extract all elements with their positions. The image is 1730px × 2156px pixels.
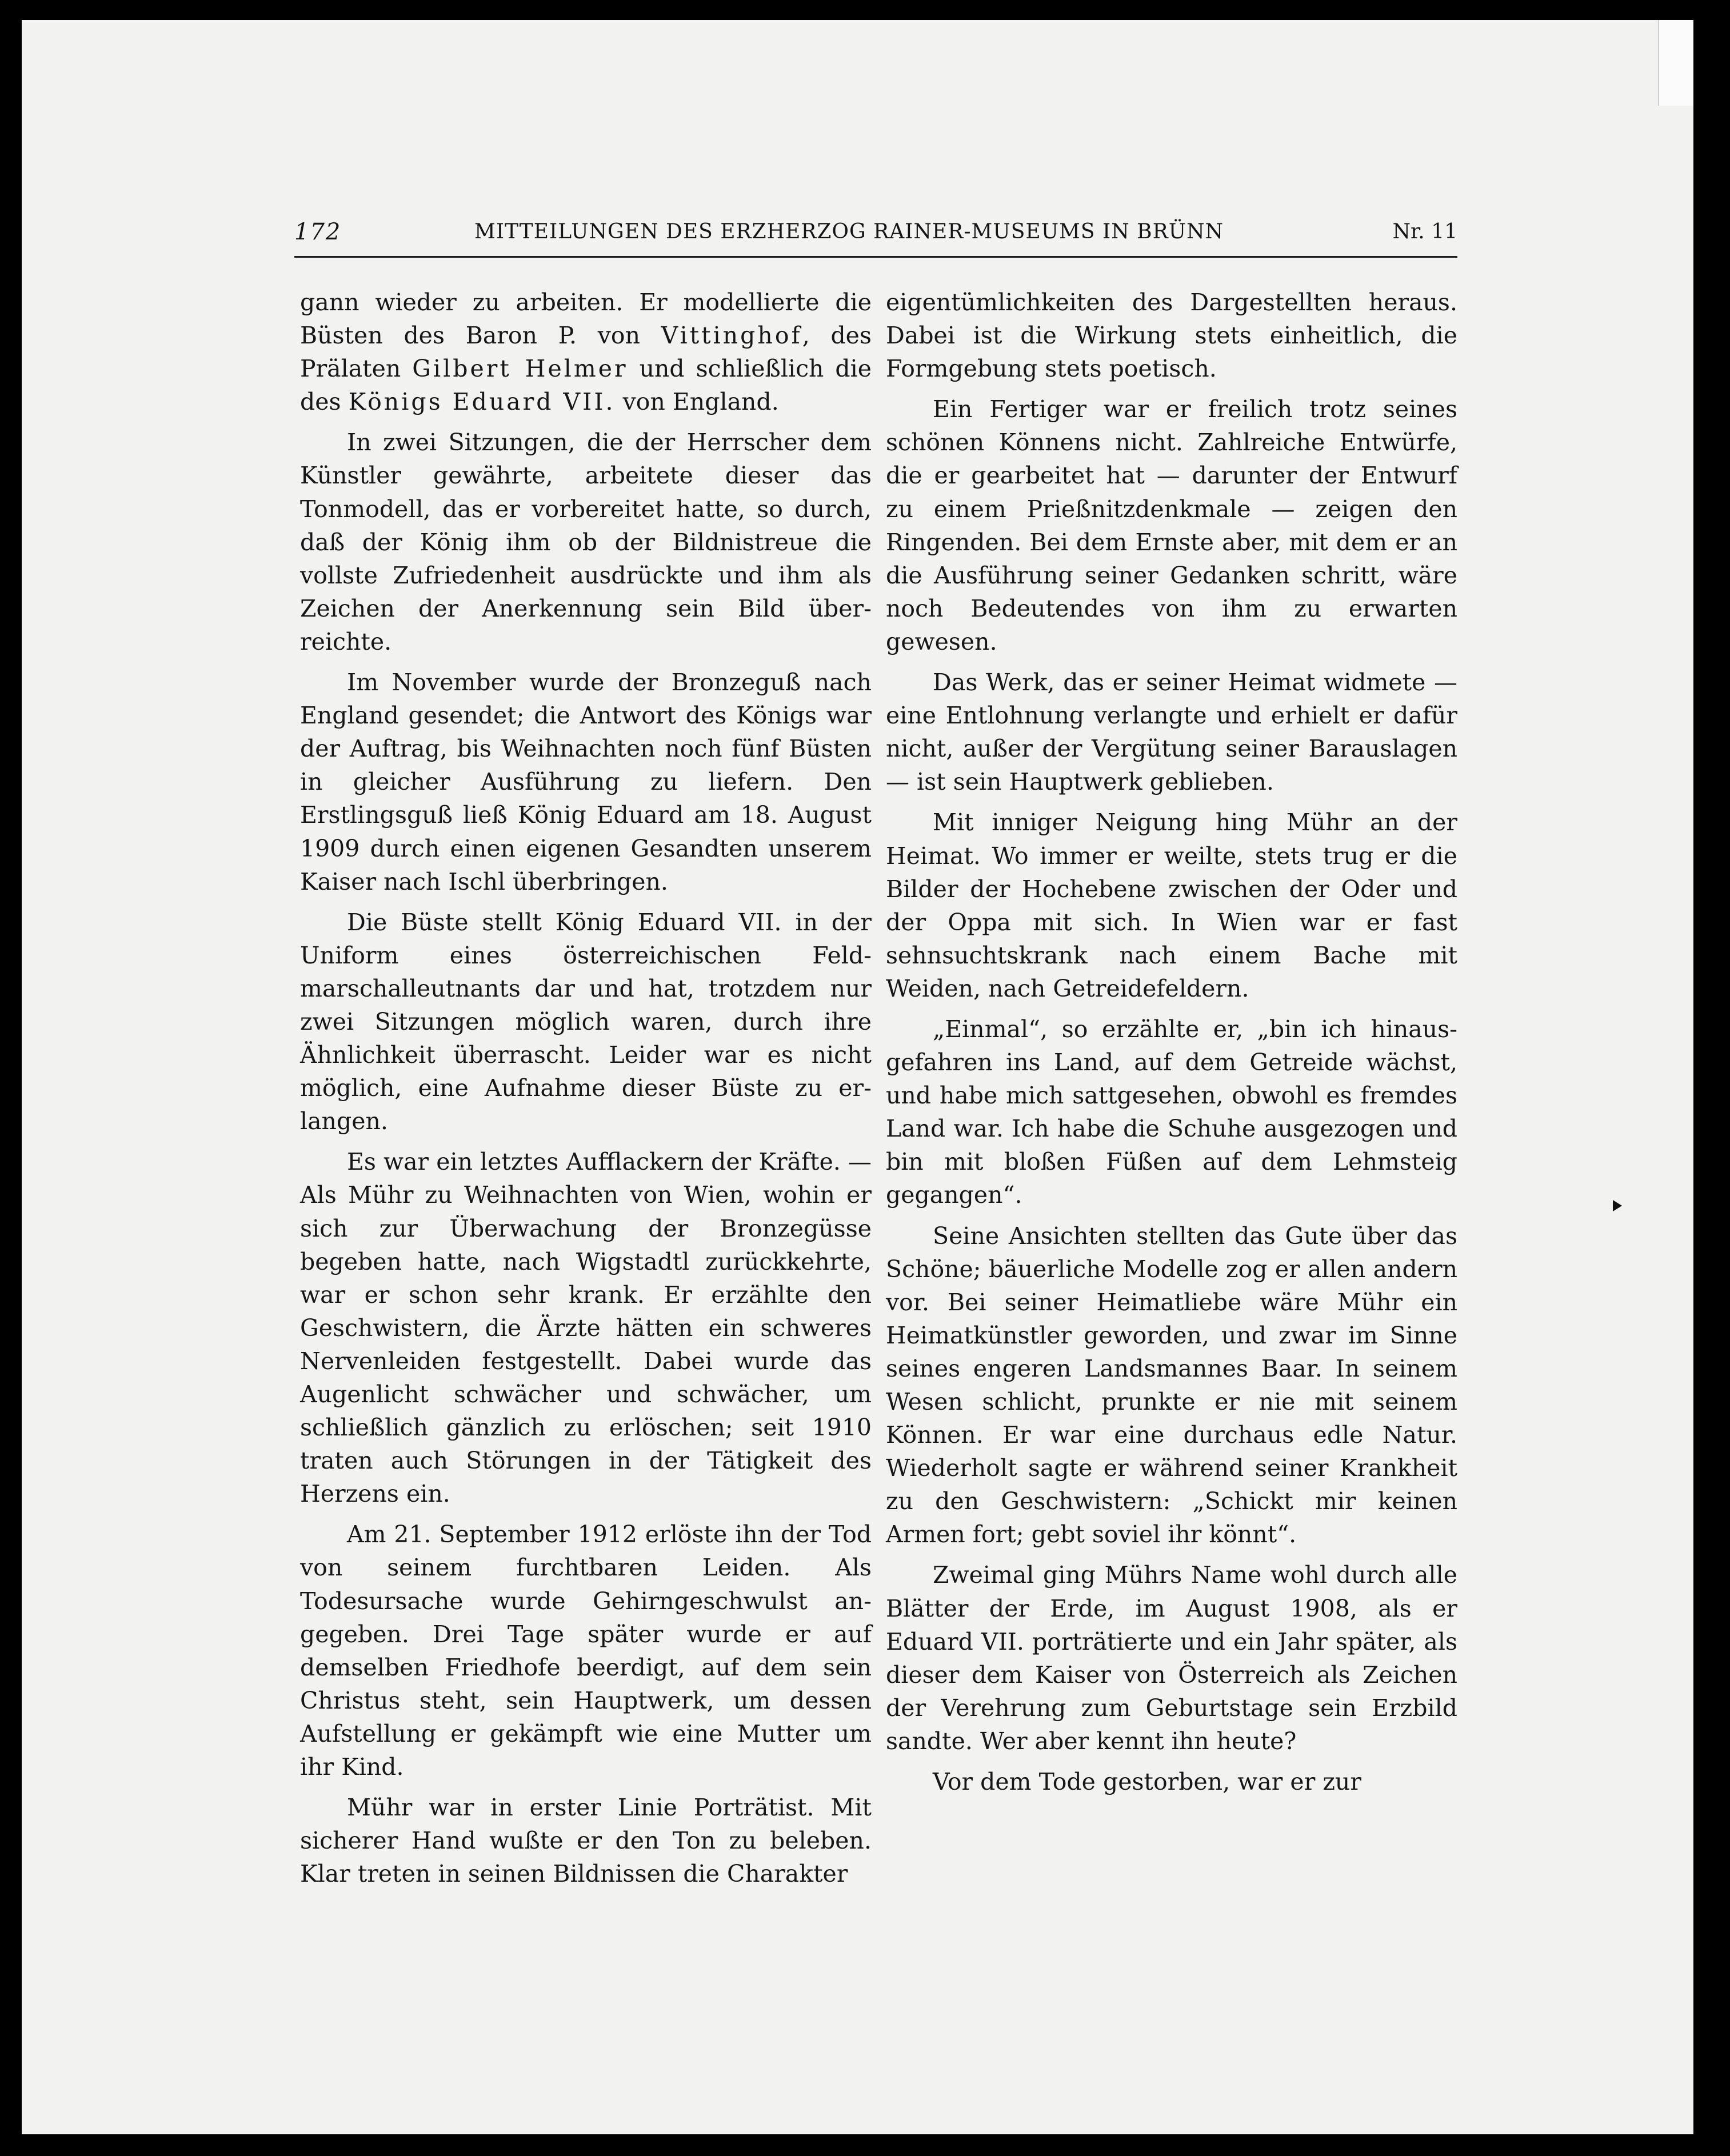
spaced-name: Gilbert Helmer: [412, 355, 628, 383]
paragraph: Am 21. September 1912 erlöste ihn der Tod von seinem furchtbaren Leiden. Als Todesursache wurde Gehirngeschwulst angegeben. Drei Tage später wurde er auf demselben Friedhofe beerdigt, auf dem sein Christus steht, sein Hauptwerk, um dessen Aufstellung er gekämpft wie eine Mutter um ihr Kind.: [300, 1521, 872, 1781]
paragraph: Seine Ansichten stellten das Gute über das Schöne; bäuerliche Modelle zog er allen andern vor. Bei seiner Heimatliebe wäre Mühr ein Heimatkünstler geworden, und zwar im Sinne seines engeren Landsmannes Baar. In seinem Wesen schlicht, prunkte er nie mit seinem Können. Er war eine durchaus edle Natur. Wiederholt sagte er während seiner Krankheit zu den Geschwistern: „Schickt mir keinen Armen fort; gebt soviel ihr könnt“.: [886, 1222, 1457, 1549]
spaced-name: Vittinghof: [661, 322, 802, 350]
header-rule: [294, 256, 1457, 258]
issue-number: Nr. 11: [1392, 220, 1457, 243]
paragraph: Im November wurde der Bronzeguß nach England gesendet; die Antwort des Königs war der Auftrag, bis Weihnachten noch fünf Büsten in gleicher Ausführung zu liefern. Den Erstlingsguß ließ König Eduard am 18. August 1909 durch einen eigenen Gesandten unserem Kaiser nach Ischl überbringen.: [300, 669, 872, 895]
scan-margin-mark-icon: [1613, 1200, 1622, 1211]
text-run: und schließlich die des: [300, 355, 872, 416]
text-run: , des Prälaten: [300, 322, 872, 383]
paragraph: Ein Fertiger war er freilich trotz seines schönen Könnens nicht. Zahlreiche Entwürfe, die er gearbeitet hat — darunter der Entwurf zu einem Prießnitzdenkmale — zeigen den Ringenden. Bei dem Ernste aber, mit dem er an die Ausführung seiner Gedanken schritt, wäre noch Bedeutendes von ihm zu erwarten gewesen.: [886, 395, 1457, 655]
paragraph: Mühr war in erster Linie Porträtist. Mit sicherer Hand wußte er den Ton zu beleben. Klar treten in seinen Bildnissen die Charakter: [300, 1794, 872, 1888]
paragraph: In zwei Sitzungen, die der Herrscher dem Künstler gewährte, arbeitete dieser das Tonmodell, das er vorbereitet hatte, so durch, daß der König ihm ob der Bildnistreue die vollste Zufriedenheit ausdrückte und ihm als Zeichen der Anerkennung sein Bild überreichte.: [300, 429, 872, 655]
paragraph: Vor dem Tode gestorben, war er zur: [933, 1768, 1361, 1796]
paragraph: Das Werk, das er seiner Heimat widmete — eine Entlohnung verlangte und erhielt er dafür nicht, außer der Vergütung seiner Barauslagen — ist sein Hauptwerk geblieben.: [886, 669, 1457, 796]
right-column: [886, 286, 1457, 1806]
text-run: von England.: [615, 388, 779, 416]
paragraph: Mit inniger Neigung hing Mühr an der Heimat. Wo immer er weilte, stets trug er die Bilder der Hochebene zwischen der Oder und der Oppa mit sich. In Wien war er fast sehnsuchtskrank nach einem Bache mit Weiden, nach Getreidefeldern.: [886, 809, 1457, 1002]
paragraph: Es war ein letztes Aufflackern der Kräfte. — Als Mühr zu Weihnachten von Wien, wohin er sich zur Überwachung der Bronzegüsse begeben hatte, nach Wigstadtl zurückkehrte, war er schon sehr krank. Er erzählte den Geschwistern, die Ärzte hätten ein schweres Nervenleiden festgestellt. Dabei wurde das Augenlicht schwächer und schwächer, um schließlich gänzlich zu erlöschen; seit 1910 traten auch Störungen in der Tätigkeit des Herzens ein.: [300, 1148, 872, 1508]
paragraph: Zweimal ging Mührs Name wohl durch alle Blätter der Erde, im August 1908, als er Eduard VII. porträtierte und ein Jahr später, als dieser dem Kaiser von Österreich als Zeichen der Verehrung zum Geburtstage sein Erzbild sandte. Wer aber kennt ihn heute?: [886, 1561, 1457, 1755]
left-column: [300, 286, 872, 1898]
paragraph: eigentümlichkeiten des Dargestellten heraus. Dabei ist die Wirkung stets einheitlich, die Formgebung stets poetisch.: [886, 289, 1457, 383]
running-header: [294, 214, 1457, 254]
spaced-name: Königs Eduard VII.: [348, 388, 616, 416]
paragraph: [300, 286, 872, 418]
page-number: 172: [294, 219, 342, 245]
text-run: gann wieder zu arbeiten. Er modellierte die Büsten des Baron P. von: [300, 289, 872, 350]
journal-title: MITTEILUNGEN DES ERZHERZOG RAINER-MUSEUMS IN BRÜNN: [474, 220, 1224, 243]
paragraph: Die Büste stellt König Eduard VII. in der Uniform eines österreichischen Feldmarschalleutnants dar und hat, trotzdem nur zwei Sitzungen möglich waren, durch ihre Ähnlichkeit überrascht. Leider war es nicht möglich, eine Aufnahme dieser Büste zu erlangen.: [300, 908, 872, 1135]
page-edge-tab: [1658, 20, 1693, 106]
paragraph: „Einmal“, so erzählte er, „bin ich hinausgefahren ins Land, auf dem Getreide wächst, und habe mich sattgesehen, obwohl es fremdes Land war. Ich habe die Schuhe ausgezogen und bin mit bloßen Füßen auf dem Lehmsteig gegangen“.: [886, 1015, 1457, 1209]
